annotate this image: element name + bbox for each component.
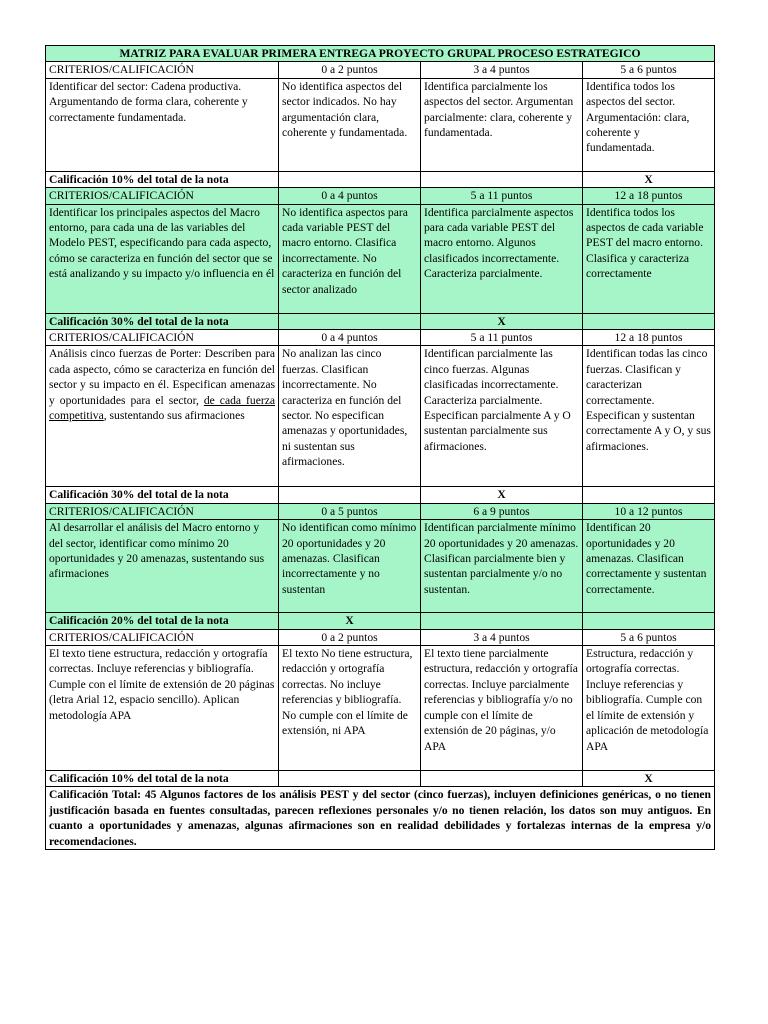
criterion-text: Identificar los principales aspectos del Macro entorno, para cada una de las variables del Modelo PEST, especificando para cada aspecto, cómo se caracteriza en función del sector que se está analizando y su impacto y/o influencia en él: [46, 204, 279, 313]
level-mid-text: El texto tiene parcialmente estructura, redacción y ortografía correctas. Incluye parcialmente referencias y bibliografía y/o no cumple con el límite de extensión de 20 páginas, y/o APA: [421, 646, 583, 771]
section-1-criterion-row: [46, 78, 715, 171]
score-mark-mid: [421, 613, 583, 629]
criteria-header: CRITERIOS/CALIFICACIÓN: [46, 629, 279, 645]
range-high: 5 a 6 puntos: [583, 62, 715, 78]
range-low: 0 a 5 puntos: [279, 503, 421, 519]
score-mark-high: X: [583, 171, 715, 187]
section-4-header-row: [46, 503, 715, 519]
level-low-text: No identifican como mínimo 20 oportunidades y 20 amenazas. Clasifican incorrectamente y no sustentan: [279, 520, 421, 613]
level-high-text: Estructura, redacción y ortografía correctas. Incluye referencias y bibliografía. Cumple con el límite de extensión y aplicación de metodología APA: [583, 646, 715, 771]
criterion-text-end: , sustentando sus afirmaciones: [103, 409, 245, 423]
section-2-header-row: [46, 188, 715, 204]
score-mark-high: [583, 313, 715, 329]
range-high: 10 a 12 puntos: [583, 503, 715, 519]
level-low-text: El texto No tiene estructura, redacción y ortografía correctas. No incluye referencias y bibliografía. No cumple con el límite de extensión, ni APA: [279, 646, 421, 771]
matrix-title: MATRIZ PARA EVALUAR PRIMERA ENTREGA PROYECTO GRUPAL PROCESO ESTRATEGICO: [46, 46, 715, 62]
section-3-header-row: [46, 330, 715, 346]
level-mid-text: Identifica parcialmente los aspectos del sector. Argumentan parcialmente: clara, coherente y fundamentada.: [421, 78, 583, 171]
score-label: Calificación 10% del total de la nota: [46, 771, 279, 787]
section-2-criterion-row: [46, 204, 715, 313]
total-comment: Calificación Total: 45 Algunos factores de los análisis PEST y del sector (cinco fuerzas), incluyen definiciones genéricas, o no tienen justificación basada en fuentes consultadas, parecen reflexiones personales y/o no tienen relación, los datos son muy antiguos. En cuanto a oportunidades y amenazas, algunas afirmaciones son en realidad debilidades y fortalezas internas de la empresa y/o recomendaciones.: [46, 787, 715, 850]
range-mid: 3 a 4 puntos: [421, 629, 583, 645]
criteria-header: CRITERIOS/CALIFICACIÓN: [46, 330, 279, 346]
score-mark-high: X: [583, 771, 715, 787]
criteria-header: CRITERIOS/CALIFICACIÓN: [46, 188, 279, 204]
section-5-header-row: [46, 629, 715, 645]
section-3-criterion-row: [46, 346, 715, 487]
score-mark-low: X: [279, 613, 421, 629]
score-mark-low: [279, 171, 421, 187]
score-mark-mid: [421, 171, 583, 187]
score-mark-high: [583, 487, 715, 503]
level-mid-text: Identifican parcialmente mínimo 20 oportunidades y 20 amenazas. Clasifican parcialmente bien y sustentan parcialmente y/o no sustentan.: [421, 520, 583, 613]
criteria-header: CRITERIOS/CALIFICACIÓN: [46, 503, 279, 519]
level-high-text: Identifica todos los aspectos de cada variable PEST del macro entorno. Clasifica y caracteriza correctamente: [583, 204, 715, 313]
score-mark-mid: X: [421, 487, 583, 503]
score-mark-high: [583, 613, 715, 629]
criterion-text: Al desarrollar el análisis del Macro entorno y del sector, identificar como mínimo 20 oportunidades y 20 amenazas, sustentando sus afirmaciones: [46, 520, 279, 613]
range-mid: 6 a 9 puntos: [421, 503, 583, 519]
score-label: Calificación 20% del total de la nota: [46, 613, 279, 629]
section-1-header-row: [46, 62, 715, 78]
evaluation-matrix: [45, 45, 715, 850]
level-low-text: No identifica aspectos para cada variable PEST del macro entorno. Clasifica incorrectamente. No caracteriza en función del sector analizado: [279, 204, 421, 313]
section-1-score-row: [46, 171, 715, 187]
score-mark-mid: [421, 771, 583, 787]
level-mid-text: Identifica parcialmente aspectos para cada variable PEST del macro entorno. Algunos clasificados incorrectamente. Caracteriza parcialmente.: [421, 204, 583, 313]
criterion-text: El texto tiene estructura, redacción y ortografía correctas. Incluye referencias y bibliografía. Cumple con el límite de extensión de 20 páginas (letra Arial 12, espacio sencillo). Aplican metodología APA: [46, 646, 279, 771]
range-mid: 3 a 4 puntos: [421, 62, 583, 78]
criteria-header: CRITERIOS/CALIFICACIÓN: [46, 62, 279, 78]
range-high: 5 a 6 puntos: [583, 629, 715, 645]
range-high: 12 a 18 puntos: [583, 188, 715, 204]
title-row: [46, 46, 715, 62]
range-low: 0 a 2 puntos: [279, 62, 421, 78]
section-4-score-row: [46, 613, 715, 629]
score-label: Calificación 30% del total de la nota: [46, 487, 279, 503]
section-4-criterion-row: [46, 520, 715, 613]
score-mark-low: [279, 771, 421, 787]
criterion-text-start: Análisis cinco fuerzas de Porter: Describen para cada aspecto, cómo se caracteriza en función del sector y su impacto en él. Especifican amenazas y oportunidades para el sector,: [49, 347, 275, 407]
level-low-text: No analizan las cinco fuerzas. Clasifican incorrectamente. No caracteriza en función del sector. No especifican amenazas y oportunidades, ni sustentan sus afirmaciones.: [279, 346, 421, 487]
level-high-text: Identifican 20 oportunidades y 20 amenazas. Clasifican correctamente y sustentan correctamente.: [583, 520, 715, 613]
level-mid-text: Identifican parcialmente las cinco fuerzas. Algunas clasificadas incorrectamente. Caracteriza parcialmente. Especifican parcialmente A y O sustentan parcialmente sus afirmaciones.: [421, 346, 583, 487]
section-3-score-row: [46, 487, 715, 503]
score-mark-low: [279, 313, 421, 329]
range-low: 0 a 2 puntos: [279, 629, 421, 645]
section-5-criterion-row: [46, 646, 715, 771]
range-mid: 5 a 11 puntos: [421, 188, 583, 204]
section-2-score-row: [46, 313, 715, 329]
criterion-text: [46, 346, 279, 487]
score-mark-low: [279, 487, 421, 503]
level-high-text: Identifica todos los aspectos del sector. Argumentación: clara, coherente y fundamentada.: [583, 78, 715, 171]
range-low: 0 a 4 puntos: [279, 330, 421, 346]
level-low-text: No identifica aspectos del sector indicados. No hay argumentación clara, coherente y fundamentada.: [279, 78, 421, 171]
criterion-text: Identificar del sector: Cadena productiva. Argumentando de forma clara, coherente y correctamente fundamentada.: [46, 78, 279, 171]
score-label: Calificación 10% del total de la nota: [46, 171, 279, 187]
section-5-score-row: [46, 771, 715, 787]
range-mid: 5 a 11 puntos: [421, 330, 583, 346]
range-high: 12 a 18 puntos: [583, 330, 715, 346]
score-mark-mid: X: [421, 313, 583, 329]
total-row: [46, 787, 715, 850]
score-label: Calificación 30% del total de la nota: [46, 313, 279, 329]
range-low: 0 a 4 puntos: [279, 188, 421, 204]
criterion-text-underlined: de cada fuerza competitiva: [49, 393, 275, 423]
level-high-text: Identifican todas las cinco fuerzas. Clasifican y caracterizan correctamente. Especifican y sustentan correctamente A y O, y sus afirmaciones.: [583, 346, 715, 487]
